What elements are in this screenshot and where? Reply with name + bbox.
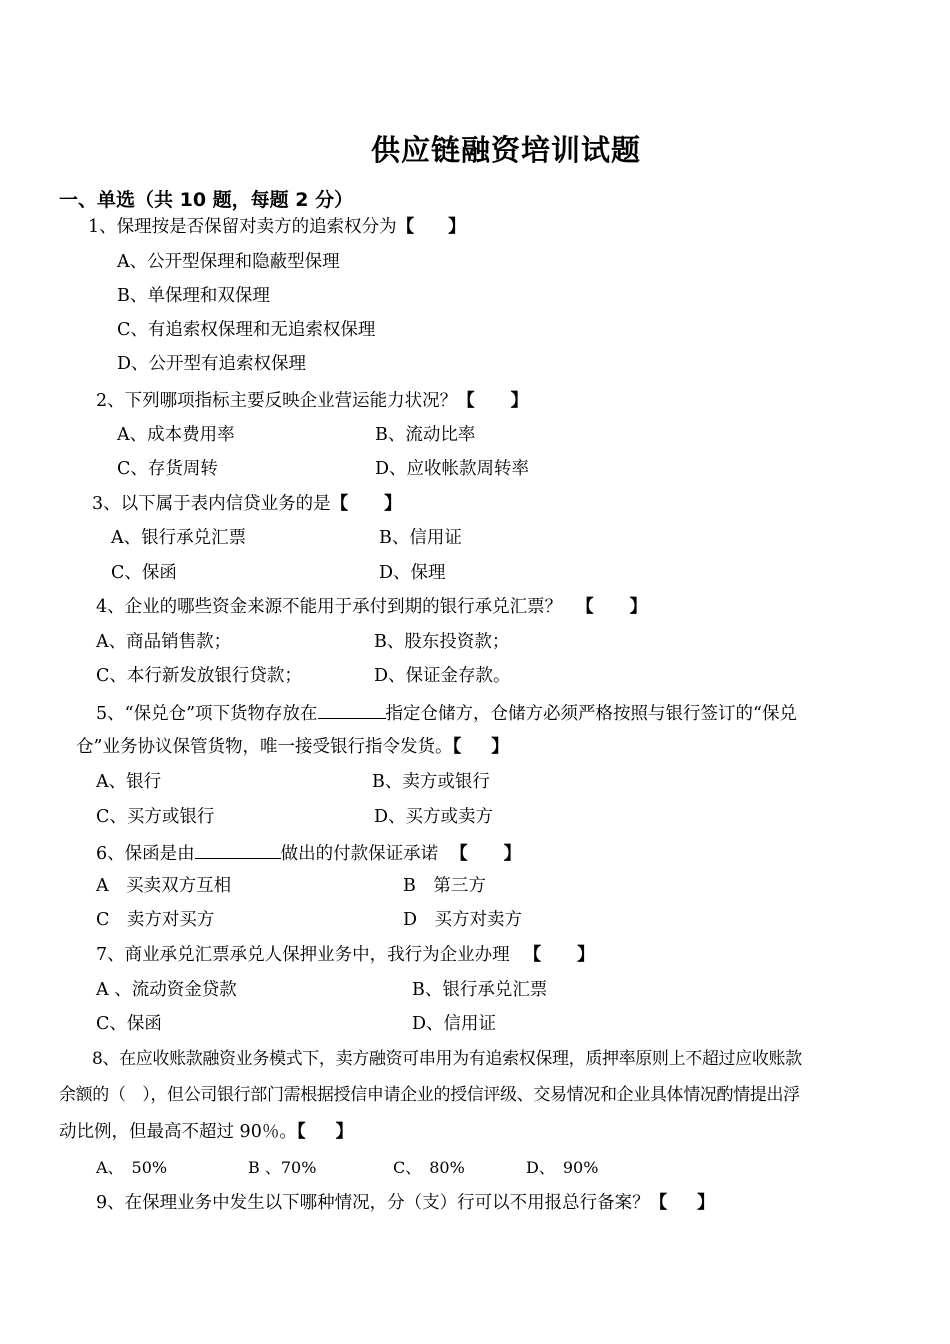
answer-bracket-open: 【 — [576, 597, 594, 617]
option-c: C、本行新发放银行贷款； — [96, 666, 302, 686]
question-stem: 1、保理按是否保留对卖方的追索权分为 — [88, 217, 397, 237]
option-c: C 卖方对买方 — [96, 910, 215, 930]
option-d: D、信用证 — [412, 1014, 497, 1034]
document-title: 供应链融资培训试题 — [370, 133, 641, 167]
option-b: B、流动比率 — [375, 425, 476, 445]
question-stem-part-2: 做出的付款保证承诺 — [280, 844, 439, 864]
question-8-continued: 余额的（ ），但公司银行部门需根据授信申请企业的授信评级、交易情况和企业具体情况酌情提出浮 — [59, 1085, 800, 1105]
option-a: A、商品销售款； — [96, 632, 232, 652]
question-1 — [88, 215, 466, 239]
option-a: A、银行 — [96, 772, 162, 792]
option-b: B、信用证 — [379, 528, 462, 548]
option-d: D、 90% — [526, 1158, 599, 1177]
answer-bracket-close: 】 — [384, 494, 402, 514]
question-stem: 3、以下属于表内信贷业务的是 — [92, 494, 331, 514]
answer-bracket-close: 】 — [335, 1122, 354, 1142]
option-c: C、有追索权保理和无追索权保理 — [117, 320, 376, 340]
option-b: B 第三方 — [403, 876, 486, 896]
answer-bracket-close: 】 — [697, 1193, 715, 1213]
question-8-continued-2 — [59, 1120, 353, 1144]
option-c: C、保函 — [96, 1014, 162, 1034]
option-d: D、保证金存款。 — [374, 666, 511, 686]
answer-bracket-close: 】 — [491, 737, 509, 757]
option-b: B、卖方或银行 — [372, 772, 490, 792]
option-d: D 买方对卖方 — [403, 910, 523, 930]
question-9 — [96, 1191, 715, 1215]
option-d: D、应收帐款周转率 — [375, 459, 530, 479]
answer-bracket-open: 【 — [457, 391, 475, 411]
question-7 — [96, 943, 595, 967]
option-c: C、存货周转 — [117, 459, 218, 479]
question-6 — [96, 840, 521, 864]
question-3 — [92, 492, 402, 516]
question-stem: 7、商业承兑汇票承兑人保押业务中，我行为企业办理 — [96, 945, 510, 965]
option-c: C、买方或银行 — [96, 807, 215, 827]
answer-bracket-close: 】 — [510, 391, 529, 411]
option-b: B、银行承兑汇票 — [412, 980, 548, 1000]
answer-bracket-close: 】 — [577, 945, 595, 965]
question-stem-part-2: 指定仓储方，仓储方必须严格按照与银行签订的“保兑 — [385, 704, 797, 724]
question-8: 8、在应收账款融资业务模式下，卖方融资可串用为有追索权保理，质押率原则上不超过应收账款 — [92, 1049, 802, 1069]
option-b: B 、70% — [248, 1158, 317, 1177]
option-a: A 、流动资金贷款 — [96, 980, 237, 1000]
option-b: B、单保理和双保理 — [117, 286, 270, 306]
option-a: A、公开型保理和隐蔽型保理 — [117, 252, 340, 272]
option-d: D、买方或卖方 — [374, 807, 494, 827]
option-c: C、 80% — [393, 1158, 465, 1177]
option-d: D、保理 — [379, 563, 446, 583]
option-a: A 买卖双方互相 — [96, 876, 232, 896]
question-stem-part-1: 6、保函是由 — [96, 844, 195, 864]
question-stem: 4、企业的哪些资金来源不能用于承付到期的银行承兑汇票？ — [96, 597, 563, 617]
answer-bracket-open: 【 — [523, 945, 542, 965]
answer-bracket-close: 】 — [629, 597, 648, 617]
option-a: A、 50% — [96, 1158, 168, 1177]
question-2 — [96, 389, 528, 413]
fill-in-blank — [195, 840, 281, 859]
answer-bracket-close: 】 — [503, 844, 522, 864]
question-5 — [96, 700, 797, 724]
answer-bracket-open: 【 — [452, 737, 462, 757]
question-4 — [96, 595, 647, 619]
question-stem-part-3: 动比例，但最高不超过 90％。 — [59, 1122, 297, 1142]
section-heading: 一、单选（共 10 题，每题 2 分） — [59, 189, 354, 211]
question-stem-part-1: 5、“保兑仓”项下货物存放在 — [96, 704, 318, 724]
option-d: D、公开型有追索权保理 — [117, 354, 307, 374]
question-stem: 9、在保理业务中发生以下哪种情况，分（支）行可以不用报总行备案？ — [96, 1193, 650, 1213]
question-stem-part-3: 仓”业务协议保管货物，唯一接受银行指令发货。 — [76, 737, 453, 757]
answer-bracket-open: 【 — [330, 494, 349, 514]
option-a: A、银行承兑汇票 — [111, 528, 247, 548]
answer-bracket-open: 【 — [396, 217, 415, 237]
answer-bracket-open: 【 — [649, 1193, 668, 1213]
option-a: A、成本费用率 — [117, 425, 235, 445]
question-5-continued — [76, 735, 509, 759]
question-stem: 2、下列哪项指标主要反映企业营运能力状况？ — [96, 391, 458, 411]
option-b: B、股东投资款； — [374, 632, 510, 652]
option-c: C、保函 — [111, 563, 177, 583]
answer-bracket-open: 【 — [450, 844, 468, 864]
fill-in-blank — [318, 700, 386, 719]
answer-bracket-close: 】 — [448, 217, 466, 237]
answer-bracket-open: 【 — [296, 1122, 306, 1142]
